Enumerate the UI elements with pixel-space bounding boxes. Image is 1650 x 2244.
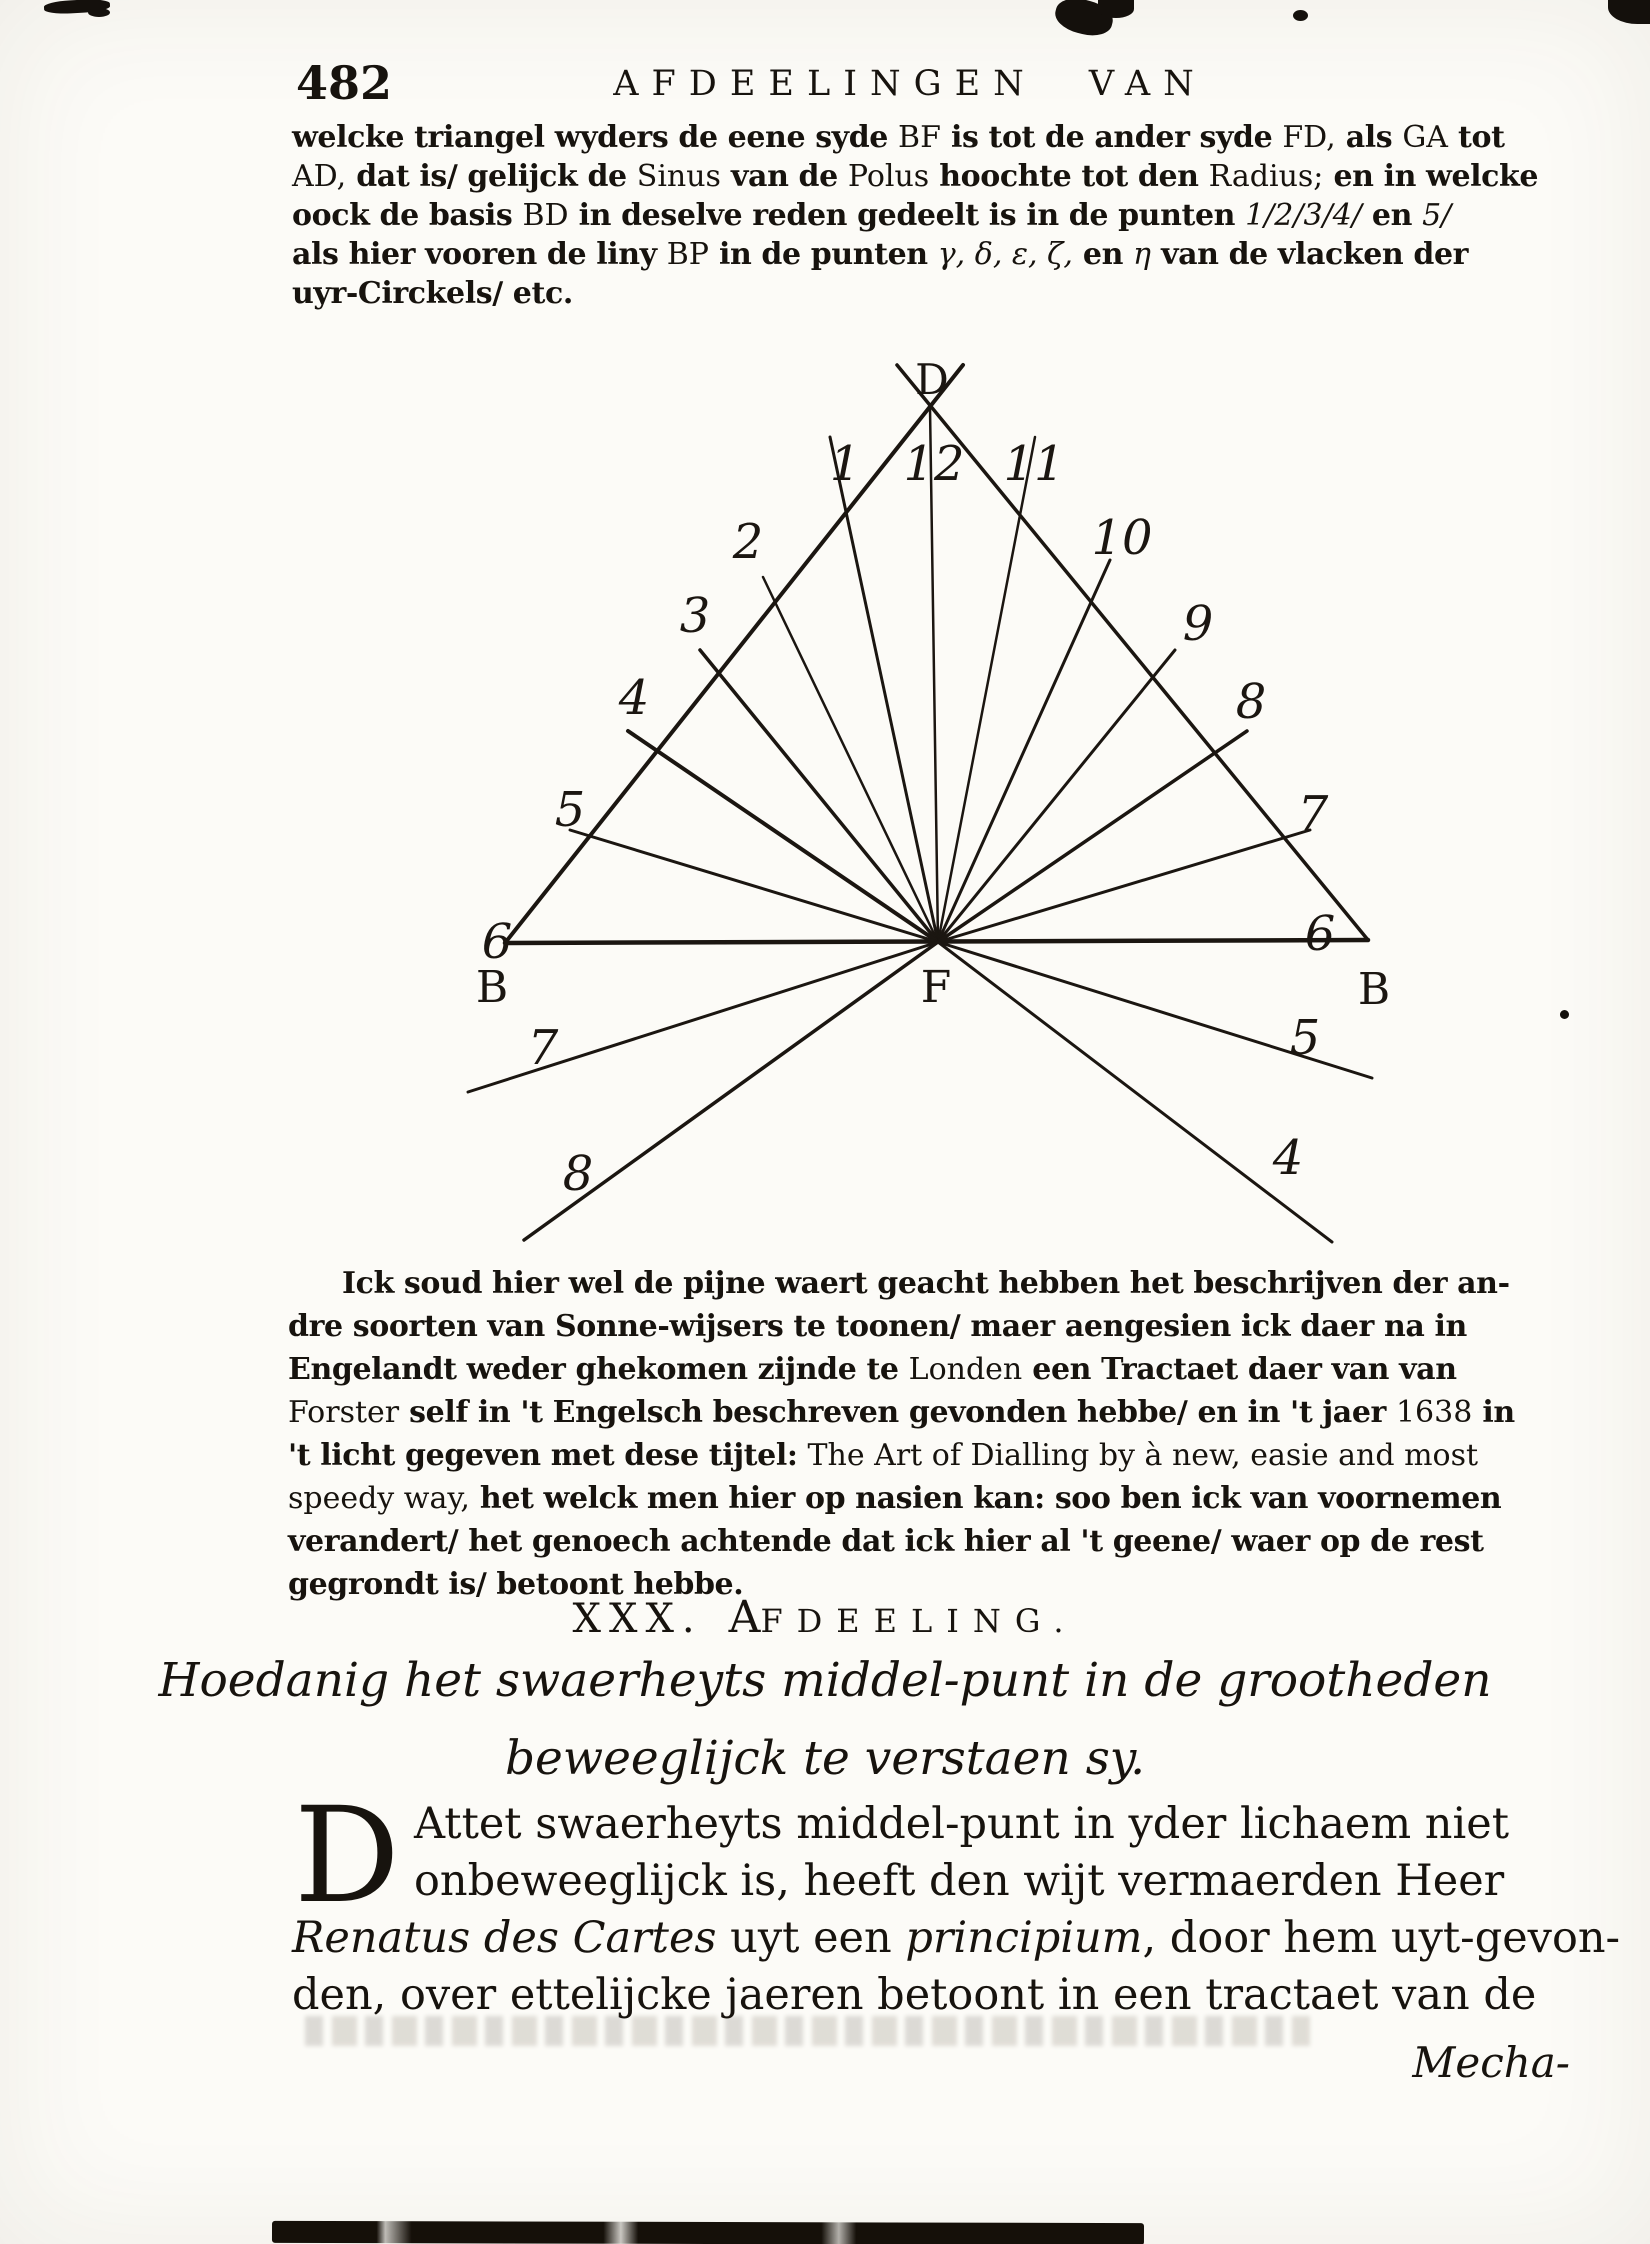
diagram-label-D: D [915,355,949,404]
diagram-line [938,830,1310,942]
text-line: Attet swaerheyts middel-punt in yder lichaem niet [414,1799,1509,1849]
section-subtitle [0,1642,1650,1798]
page-number: 482 [296,56,393,110]
diagram-label-12: 12 [903,436,965,492]
diagram-line [505,365,963,943]
scan-artifact-bottom [272,2221,1144,2244]
text-line: Engelandt weder ghekomen zijnde te Londen een Tractaet daer van van [288,1352,1457,1387]
section-title: FDEELING. [760,1602,1078,1640]
catchword: Mecha- [1412,2038,1570,2087]
text-line: uyr-Circkels/ etc. [292,276,573,311]
diagram-line [938,437,1035,942]
scan-artifact [1608,0,1650,24]
diagram-line [628,731,938,942]
diagram-label-8: 8 [1235,674,1267,730]
diagram-label-9: 9 [1182,596,1214,652]
section-number: XXX. [572,1596,703,1642]
scan-artifact [1098,0,1134,18]
diagram-line [897,365,1368,940]
text-line: onbeweeglijck is, heeft den wijt vermaerden Heer [414,1856,1505,1906]
diagram-line [830,437,938,942]
text-line: 't licht gegeven met dese tijtel: The Art of Dialling by à new, easie and most [288,1438,1479,1473]
text-line: welcke triangel wyders de eene syde BF is tot de ander syde FD, als GA tot [292,120,1505,155]
diagram-label-B: B [475,962,509,1013]
scan-artifact [88,8,110,17]
diagram-label-10: 10 [1091,510,1153,566]
text-line: AD, dat is/ gelijck de Sinus van de Polus hoochte tot den Radius; en in welcke [292,159,1539,194]
diagram-label-3: 3 [679,588,711,644]
diagram-label-B: B [1357,964,1391,1015]
subtitle-line-1: Hoedanig het swaerheyts middel-punt in de grootheden [158,1653,1492,1708]
running-title: AFDEELINGEN VAN [613,64,1207,104]
diagram-line [938,650,1175,942]
diagram-label-11: 11 [1003,436,1065,492]
text-line: Forster self in 't Engelsch beschreven gevonden hebbe/ en in 't jaer 1638 in [288,1395,1515,1430]
scan-artifact [1293,10,1308,21]
text-line: gegrondt is/ betoont hebbe. [288,1567,744,1602]
diagram-label-F: F [920,962,952,1013]
section-heading [0,1592,1650,1643]
drop-cap: D [294,1779,400,1933]
diagram-label-6: 6 [481,914,513,970]
sundial-diagram [380,330,1480,1260]
subtitle-line-2: beweeglijck te verstaen sy. [504,1731,1146,1786]
text-line: verandert/ het genoech achtende dat ick hier al 't geene/ waer op de rest [288,1524,1484,1559]
text-line: Ick soud hier wel de pijne waert geacht hebben het beschrijven der an- [342,1266,1510,1301]
scan-artifact [1560,1010,1569,1019]
text-line: oock de basis BD in deselve reden gedeelt is in de punten 1/2/3/4/ en 5/ [292,198,1452,233]
diagram-label-2: 2 [732,514,764,570]
diagram-label-7: 7 [1297,786,1329,842]
diagram-line [570,830,938,942]
text-line: den, over ettelijcke jaeren betoont in een tractaet van de [292,1970,1537,2020]
text-line: als hier vooren de liny BP in de punten γ, δ, ε, ζ, en η van de vlacken der [292,237,1469,272]
diagram-label-1: 1 [829,436,861,492]
faded-text-artifact [305,2016,1310,2046]
text-line: speedy way, het welck men hier op nasien kan: soo ben ick van voornemen [288,1481,1502,1516]
diagram-label-5: 5 [554,782,586,838]
body-paragraph [292,1779,1621,2024]
paragraph-triangle [292,118,1539,313]
diagram-label-7: 7 [527,1020,559,1076]
diagram-label-6: 6 [1304,906,1336,962]
diagram-label-4: 4 [618,670,650,726]
text-line: Renatus des Cartes uyt een principium, door hem uyt-gevon- [292,1913,1621,1963]
diagram-label-8: 8 [562,1146,594,1202]
text-line: dre soorten van Sonne-wijsers te toonen/ maer aengesien ick daer na in [288,1309,1467,1344]
diagram-label-4: 4 [1272,1130,1304,1186]
paragraph-dialling [288,1262,1513,1606]
diagram-label-5: 5 [1289,1010,1321,1066]
section-title-initial: A [728,1592,761,1643]
diagram-line [938,942,1332,1242]
